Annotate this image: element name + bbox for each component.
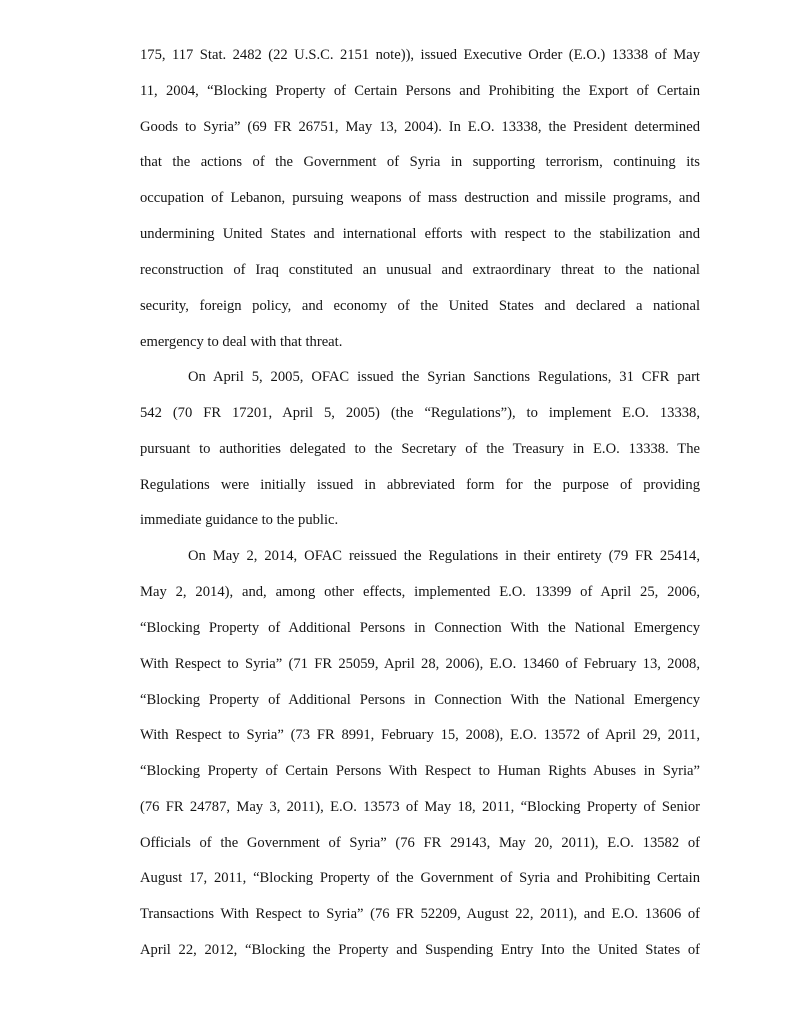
text-line: With Respect to Syria” (73 FR 8991, February 15, 2008), E.O. 13572 of April 29, 2011,: [140, 727, 700, 743]
text-line: occupation of Lebanon, pursuing weapons of mass destruction and missile programs, and: [140, 190, 700, 206]
text-line: 542 (70 FR 17201, April 5, 2005) (the “Regulations”), to implement E.O. 13338,: [140, 405, 700, 421]
text-line: that the actions of the Government of Syria in supporting terrorism, continuing its: [140, 154, 700, 170]
text-line: 11, 2004, “Blocking Property of Certain Persons and Prohibiting the Export of Certain: [140, 83, 700, 99]
text-line: Goods to Syria” (69 FR 26751, May 13, 2004). In E.O. 13338, the President determined: [140, 119, 700, 135]
text-line: security, foreign policy, and economy of the United States and declared a national: [140, 298, 700, 314]
text-line: With Respect to Syria” (71 FR 25059, April 28, 2006), E.O. 13460 of February 13, 2008,: [140, 656, 700, 672]
text-line: reconstruction of Iraq constituted an unusual and extraordinary threat to the national: [140, 262, 700, 278]
text-line: May 2, 2014), and, among other effects, implemented E.O. 13399 of April 25, 2006,: [140, 584, 700, 600]
text-line: “Blocking Property of Additional Persons in Connection With the National Emergency: [140, 620, 700, 636]
text-line: Regulations were initially issued in abbreviated form for the purpose of providing: [140, 477, 700, 493]
text-line: Transactions With Respect to Syria” (76 FR 52209, August 22, 2011), and E.O. 13606 of: [140, 906, 700, 922]
text-line: “Blocking Property of Additional Persons in Connection With the National Emergency: [140, 692, 700, 708]
text-line: pursuant to authorities delegated to the Secretary of the Treasury in E.O. 13338. The: [140, 441, 700, 457]
text-line: April 22, 2012, “Blocking the Property and Suspending Entry Into the United States of: [140, 942, 700, 958]
text-line: (76 FR 24787, May 3, 2011), E.O. 13573 of May 18, 2011, “Blocking Property of Senior: [140, 799, 700, 815]
text-line: August 17, 2011, “Blocking Property of the Government of Syria and Prohibiting Certain: [140, 870, 700, 886]
text-line: 175, 117 Stat. 2482 (22 U.S.C. 2151 note)), issued Executive Order (E.O.) 13338 of May: [140, 47, 700, 63]
text-line: immediate guidance to the public.: [140, 512, 339, 528]
paragraph-first-line: On May 2, 2014, OFAC reissued the Regulations in their entirety (79 FR 25414,: [188, 548, 700, 564]
paragraph-first-line: On April 5, 2005, OFAC issued the Syrian Sanctions Regulations, 31 CFR part: [188, 369, 700, 385]
text-line: undermining United States and international efforts with respect to the stabilization and: [140, 226, 700, 242]
text-line: Officials of the Government of Syria” (76 FR 29143, May 20, 2011), E.O. 13582 of: [140, 835, 700, 851]
text-line: emergency to deal with that threat.: [140, 334, 343, 350]
text-line: “Blocking Property of Certain Persons With Respect to Human Rights Abuses in Syria”: [140, 763, 700, 779]
